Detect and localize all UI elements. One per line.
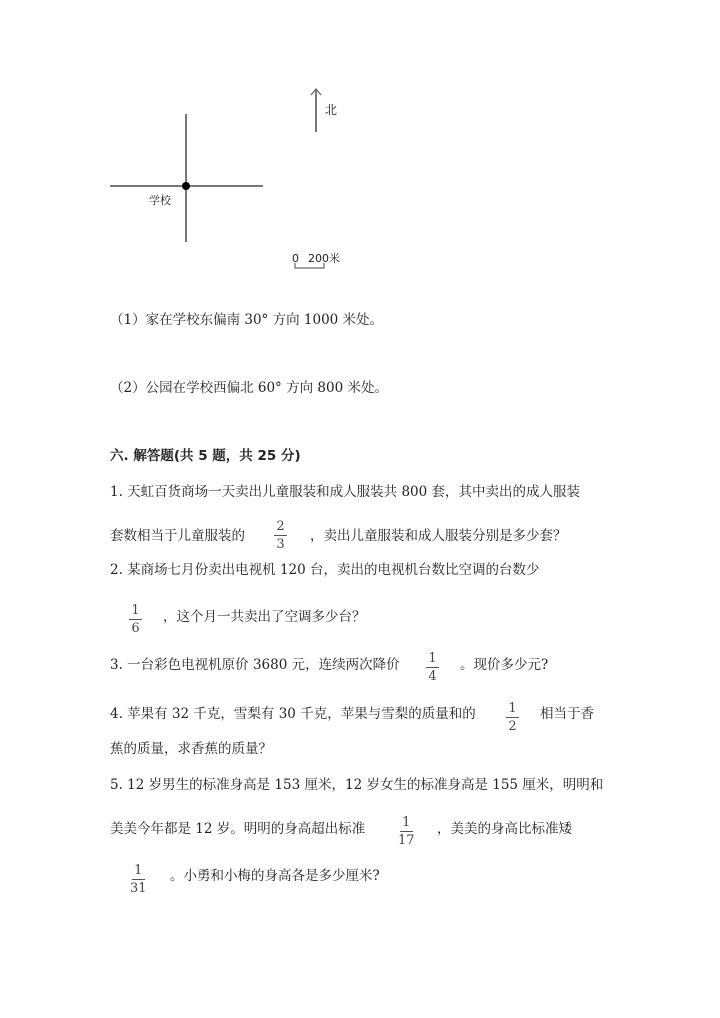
q5-fraction-1 (398, 815, 415, 848)
q5-pre: 美美今年都是 12 岁。明明的身高超出标准 (110, 821, 366, 837)
q1-post: ，卖出儿童服装和成人服装分别是多少套？ (310, 528, 567, 544)
section-heading: 六. 解答题(共 5 题，共 25 分) (110, 448, 301, 464)
q2-post: ，这个月一共卖出了空调多少台？ (163, 609, 366, 625)
denominator: 17 (398, 833, 415, 848)
q3-fraction (426, 651, 439, 684)
denominator: 3 (276, 537, 285, 552)
q5-post: 。小勇和小梅的身高各是多少厘米? (170, 868, 380, 884)
q4-post: 相当于香 (540, 706, 594, 722)
denominator: 6 (131, 621, 140, 636)
q4-line2: 蕉的质量，求香蕉的质量？ (110, 741, 272, 757)
school-label: 学校 (149, 194, 171, 207)
q1-fraction (274, 519, 287, 552)
sub-question-2: （2）公园在学校西偏北 60° 方向 800 米处。 (110, 380, 388, 396)
q5-mid: ，美美的身高比标准矮 (437, 821, 572, 837)
q3-pre: 3. 一台彩色电视机原价 3680 元，连续两次降价 (110, 657, 400, 673)
numerator: 1 (428, 651, 437, 666)
q5-fraction-2 (130, 863, 147, 896)
q2-fraction (129, 603, 142, 636)
sub-question-1: （1）家在学校东偏南 30° 方向 1000 米处。 (110, 312, 384, 328)
q1-line1: 1. 天虹百货商场一天卖出儿童服装和成人服装共 800 套，其中卖出的成人服装 (110, 484, 581, 500)
numerator: 1 (131, 603, 140, 618)
numerator: 1 (508, 701, 517, 716)
scale-zero: 0 (292, 252, 299, 265)
denominator: 2 (508, 719, 517, 734)
numerator: 1 (402, 815, 411, 830)
q4-fraction (506, 701, 519, 734)
ns-axis (185, 114, 187, 242)
q1-pre: 套数相当于儿童服装的 (110, 528, 245, 544)
north-label: 北 (325, 103, 338, 117)
scale-label: 200米 (308, 252, 340, 265)
numerator: 1 (134, 863, 143, 878)
q4-pre: 4. 苹果有 32 千克，雪梨有 30 千克，苹果与雪梨的质量和的 (110, 706, 476, 722)
school-point (182, 182, 190, 190)
denominator: 31 (130, 881, 147, 896)
numerator: 2 (276, 519, 285, 534)
q3-post: 。现价多少元? (460, 657, 549, 673)
q2-line1: 2. 某商场七月份卖出电视机 120 台，卖出的电视机台数比空调的台数少 (110, 562, 540, 578)
denominator: 4 (428, 669, 437, 684)
q5-line1: 5. 12 岁男生的标准身高是 153 厘米，12 岁女生的标准身高是 155 厘米，明明和 (110, 777, 604, 793)
scale-bar (293, 262, 327, 270)
north-arrow-icon (309, 87, 323, 97)
